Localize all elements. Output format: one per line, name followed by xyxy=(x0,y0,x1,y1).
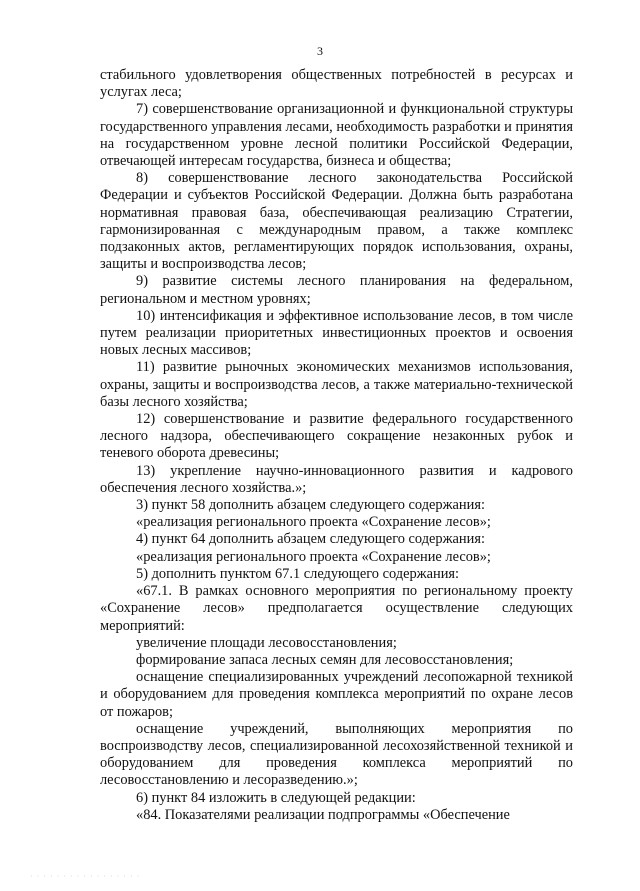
paragraph: «84. Показателями реализации подпрограммы «Обеспечение xyxy=(136,806,510,823)
scan-artifact: · · · · · · · · · · · · · · · · · xyxy=(30,872,141,881)
paragraph: 7) совершенствование организационной и функциональной структуры государственного управления лесами, необходимость разработки и принятия на государственном уровне лесной политики Российской Федерации, отвечающей интересам государства, бизнеса и общества; xyxy=(100,101,573,170)
paragraph: 6) пункт 84 изложить в следующей редакции: xyxy=(136,789,416,806)
paragraph: 10) интенсификация и эффективное использование лесов, в том числе путем реализации приоритетных инвестиционных проектов и освоения новых лесных массивов; xyxy=(100,307,573,359)
paragraph: формирование запаса лесных семян для лесовосстановления; xyxy=(136,651,514,668)
paragraph: 5) дополнить пунктом 67.1 следующего содержания: xyxy=(136,565,460,582)
paragraph: 9) развитие системы лесного планирования на федеральном, региональном и местном уровнях; xyxy=(100,273,573,307)
paragraph: увеличение площади лесовосстановления; xyxy=(136,634,397,651)
paragraph: оснащение специализированных учреждений лесопожарной техникой и оборудованием для проведения комплекса мероприятий по охране лесов от пожаров; xyxy=(100,669,573,720)
paragraph: «67.1. В рамках основного мероприятия по региональному проекту «Сохранение лесов» предполагается осуществление следующих мероприятий: xyxy=(100,583,573,634)
paragraph: «реализация регионального проекта «Сохранение лесов»; xyxy=(136,514,491,531)
paragraph: 4) пункт 64 дополнить абзацем следующего содержания: xyxy=(136,531,485,548)
paragraph: 8) совершенствование лесного законодательства Российской Федерации и субъектов Российской Федерации. Должна быть разработана нормативная правовая база, обеспечивающая реализацию Стратегии, гармонизированная с международным правом, а также комплекс подзаконных актов, регламентирующих порядок использования, охраны, защиты и воспроизводства лесов; xyxy=(100,170,573,273)
paragraph: 3) пункт 58 дополнить абзацем следующего содержания: xyxy=(136,497,485,514)
paragraph: 11) развитие рыночных экономических механизмов использования, охраны, защиты и воспроизводства лесов, а также материально-технической базы лесного хозяйства; xyxy=(100,359,573,410)
paragraph: стабильного удовлетворения общественных потребностей в ресурсах и услугах леса; xyxy=(100,67,573,101)
document-body xyxy=(100,67,573,824)
paragraph: 12) совершенствование и развитие федерального государственного лесного надзора, обеспечивающего сокращение незаконных рубок и теневого оборота древесины; xyxy=(100,411,573,462)
paragraph: 13) укрепление научно-инновационного развития и кадрового обеспечения лесного хозяйства.»; xyxy=(100,462,573,496)
page-number: 3 xyxy=(317,44,323,58)
paragraph: «реализация регионального проекта «Сохранение лесов»; xyxy=(136,548,491,565)
paragraph: оснащение учреждений, выполняющих мероприятия по воспроизводству лесов, специализированной лесохозяйственной техникой и оборудованием для проведения комплекса мероприятий по лесовосстановлению и лесоразведению.»; xyxy=(100,720,573,789)
